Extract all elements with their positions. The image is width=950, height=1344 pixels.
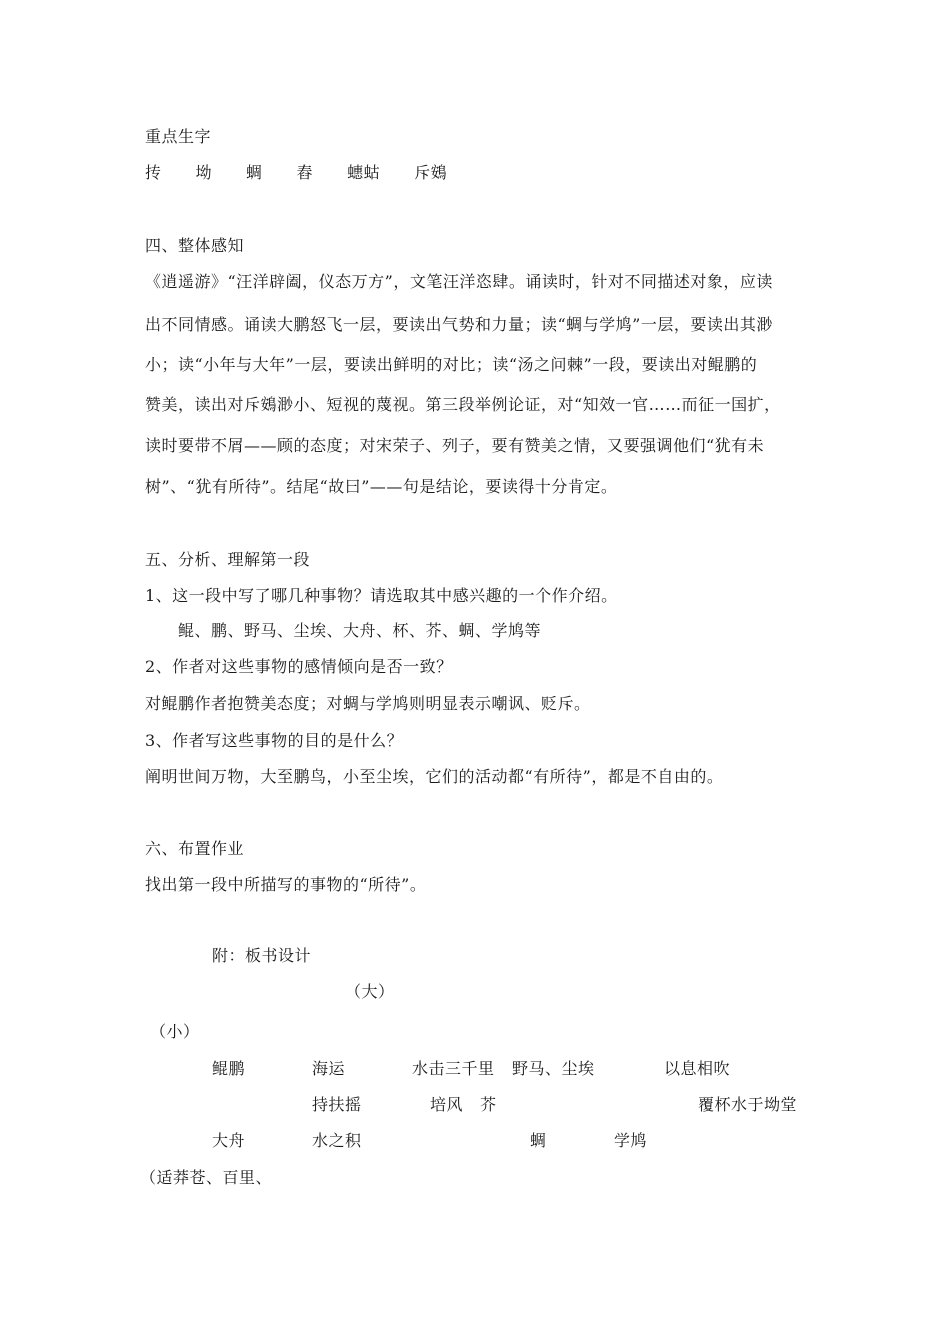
board-item: 芥 — [480, 1095, 497, 1114]
section4-line: 树”、“犹有所待”。结尾“故曰”——句是结论，要读得十分肯定。 — [145, 477, 618, 496]
board-item: 以息相吹 — [664, 1059, 731, 1078]
question-1: 1、这一段中写了哪几种事物？请选取其中感兴趣的一个作介绍。 — [145, 586, 618, 605]
question-3: 3、作者写这些事物的目的是什么？ — [145, 731, 404, 750]
board-item: （适莽苍、百里、 — [140, 1168, 273, 1187]
key-chars-row — [145, 162, 447, 184]
answer-2: 对鲲鹏作者抱赞美态度；对蜩与学鸠则明显表示嘲讽、贬斥。 — [145, 694, 591, 713]
board-item: 培风 — [430, 1095, 464, 1114]
board-title: 附：板书设计 — [212, 946, 312, 965]
section4-line: 出不同情感。诵读大鹏怒飞一层，要读出气势和力量；读“蜩与学鸠”一层，要读出其渺 — [145, 315, 773, 334]
section4-line: 小；读“小年与大年”一层，要读出鲜明的对比；读“汤之问棘”一段，要读出对鲲鹏的 — [145, 355, 758, 374]
section4-line: 《逍遥游》“汪洋辟阖，仪态万方”，文笔汪洋恣肆。诵读时，针对不同描述对象，应读 — [145, 272, 773, 291]
key-char: 蜩 — [246, 163, 263, 182]
answer-3: 阐明世间万物，大至鹏鸟，小至尘埃，它们的活动都“有所待”，都是不自由的。 — [145, 767, 724, 786]
key-char: 斥鴳 — [414, 163, 448, 182]
answer-1: 鲲、鹏、野马、尘埃、大舟、杯、芥、蜩、学鸠等 — [178, 621, 542, 640]
key-char: 抟 — [145, 163, 162, 182]
board-item: 海运 — [312, 1059, 346, 1078]
board-item: 持扶摇 — [312, 1095, 362, 1114]
board-small: （小） — [150, 1022, 200, 1041]
board-big: （大） — [345, 982, 395, 1001]
question-2: 2、作者对这些事物的感情倾向是否一致？ — [145, 657, 453, 676]
board-item: 水之积 — [312, 1131, 362, 1150]
key-char: 坳 — [195, 163, 213, 182]
board-item: 学鸠 — [614, 1131, 648, 1150]
section5-heading: 五、分析、理解第一段 — [145, 550, 311, 569]
board-item: 鲲鹏 — [212, 1059, 246, 1078]
board-item: 水击三千里 — [412, 1059, 495, 1078]
key-char: 舂 — [296, 163, 314, 182]
section4-heading: 四、整体感知 — [145, 236, 245, 255]
section4-line: 读时要带不屑——顾的态度；对宋荣子、列子，要有赞美之情，又要强调他们“犹有未 — [145, 436, 765, 455]
homework-task: 找出第一段中所描写的事物的“所待”。 — [145, 875, 427, 894]
section6-heading: 六、布置作业 — [145, 839, 245, 858]
board-item: 野马、尘埃 — [512, 1059, 595, 1078]
board-item: 蜩 — [530, 1131, 547, 1150]
board-item: 大舟 — [212, 1131, 246, 1150]
key-chars-heading: 重点生字 — [145, 127, 212, 146]
section4-line: 赞美，读出对斥鴳渺小、短视的蔑视。第三段举例论证，对“知效一官……而征一国扩， — [145, 395, 781, 414]
board-item: 覆杯水于坳堂 — [698, 1095, 798, 1114]
key-char: 蟪蛄 — [347, 163, 381, 182]
